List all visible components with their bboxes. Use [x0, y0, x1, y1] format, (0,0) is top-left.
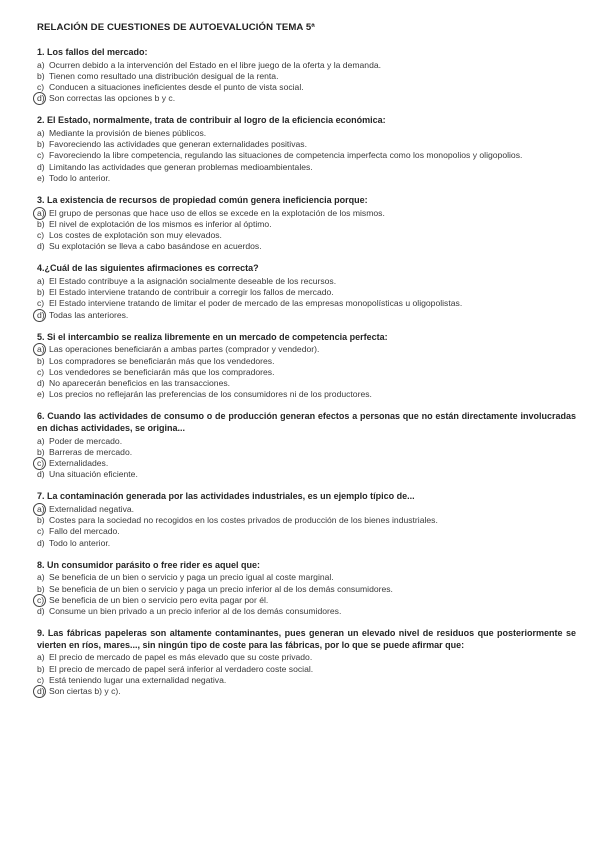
option-text: Poder de mercado.: [49, 435, 123, 446]
option-letter: b): [37, 355, 45, 366]
option-letter: a): [37, 128, 45, 138]
question-1: [37, 47, 576, 104]
question-2: [37, 115, 576, 184]
option-letter: b): [37, 70, 45, 81]
option-text: Ocurren debido a la intervención del Estado en el libre juego de la oferta y la demanda.: [49, 59, 382, 70]
answer-option-marked: [37, 310, 576, 321]
answer-option-marked: [37, 504, 576, 515]
option-text: El grupo de personas que hace uso de ellos se excede en la explotación de los mismos.: [49, 207, 385, 218]
question-text: 6. Cuando las actividades de consumo o de producción generan efectos a personas que no están directamente involucradas en dichas actividades, se origina...: [37, 411, 576, 434]
option-letter: c): [37, 458, 49, 469]
answer-option: [37, 378, 576, 389]
option-letter: b): [37, 287, 45, 298]
option-text: Favoreciendo las actividades que generan externalidades positivas.: [49, 139, 307, 150]
option-letter: a): [37, 572, 45, 583]
option-text: El Estado contribuye a la asignación socialmente deseable de los recursos.: [49, 276, 337, 287]
answer-option: [37, 230, 576, 241]
answer-option: [37, 447, 576, 458]
answer-option-marked: [37, 595, 576, 606]
option-text: Externalidades.: [49, 458, 109, 469]
question-9: [37, 628, 576, 697]
option-text: Todo lo anterior.: [49, 172, 111, 183]
option-letter: d): [37, 93, 49, 104]
answer-option: [37, 276, 576, 287]
question-text: 2. El Estado, normalmente, trata de contribuir al logro de la eficiencia económica:: [37, 115, 386, 126]
option-letter: c): [37, 230, 45, 241]
option-letter: c): [37, 298, 45, 309]
option-letter: d): [37, 686, 49, 697]
option-letter: c): [37, 526, 45, 537]
option-text: Los precios no reflejarán las preferencias de los consumidores ni de los productores.: [49, 389, 372, 400]
answer-option-marked: [37, 686, 576, 697]
option-text: Los costes de explotación son muy elevados.: [49, 230, 222, 241]
option-text: Externalidad negativa.: [49, 504, 135, 515]
option-letter: a): [37, 59, 45, 70]
question-7: [37, 491, 576, 548]
option-text: Costes para la sociedad no recogidos en los costes privados de producción de los bienes industriales.: [49, 515, 438, 526]
option-text: Barreras de mercado.: [49, 446, 133, 457]
option-letter: a): [37, 344, 49, 355]
question-text: 1. Los fallos del mercado:: [37, 47, 148, 57]
option-text: Las operaciones beneficiarán a ambas partes (comprador y vendedor).: [49, 344, 320, 355]
option-text: Su explotación se lleva a cabo basándose en acuerdos.: [49, 241, 262, 252]
option-text: Una situación eficiente.: [49, 469, 138, 480]
answer-option: [37, 389, 576, 400]
answer-option: [37, 298, 576, 309]
answer-option: [37, 606, 576, 617]
answer-option: [37, 356, 576, 367]
question-list: [37, 47, 576, 697]
option-letter: d): [37, 378, 45, 389]
option-text: Son ciertas b) y c).: [49, 686, 121, 697]
answer-option: [37, 128, 576, 139]
answer-option: [37, 82, 576, 93]
question-text: 7. La contaminación generada por las actividades industriales, es un ejemplo típico de...: [37, 491, 415, 502]
option-letter: b): [37, 583, 45, 594]
option-letter: a): [37, 652, 45, 663]
answer-option: [37, 60, 576, 71]
option-text: Todas las anteriores.: [49, 309, 129, 320]
answer-option: [37, 367, 576, 378]
option-text: Se beneficia de un bien o servicio y paga un precio igual al coste marginal.: [49, 572, 334, 583]
option-letter: c): [37, 595, 49, 606]
option-text: Conducen a situaciones ineficientes desde el punto de vista social.: [49, 82, 304, 92]
document-title: RELACIÓN DE CUESTIONES DE AUTOEVALUCIÓN TEMA 5ª: [37, 22, 315, 33]
option-text: El Estado interviene tratando de contribuir a corregir los fallos de mercado.: [49, 287, 334, 298]
answer-option: [37, 150, 576, 161]
option-letter: b): [37, 663, 45, 674]
option-text: Los vendedores se beneficiarán más que los compradores.: [49, 366, 275, 377]
option-text: El Estado interviene tratando de limitar el poder de mercado de las empresas monopolísticas u oligopolistas.: [49, 298, 463, 309]
question-text: 3. La existencia de recursos de propiedad común genera ineficiencia porque:: [37, 195, 368, 206]
option-letter: b): [37, 515, 45, 526]
option-letter: b): [37, 218, 45, 229]
answer-option: [37, 526, 576, 537]
answer-option: [37, 572, 576, 583]
question-text: 9. Las fábricas papeleras son altamente contaminantes, pues generan un elevado nivel de residuos que posteriormente se vierten en ríos, mares..., sin ningún tipo de coste para las fábricas, por lo que se puede afirmar que:: [37, 628, 576, 650]
option-letter: a): [37, 208, 49, 219]
option-letter: e): [37, 172, 45, 183]
option-text: El precio de mercado de papel será inferior al verdadero coste social.: [49, 663, 314, 674]
answer-option: [37, 515, 576, 526]
option-letter: d): [37, 310, 49, 321]
option-letter: c): [37, 82, 45, 92]
option-letter: c): [37, 150, 45, 161]
answer-option: [37, 241, 576, 252]
option-letter: d): [37, 606, 45, 617]
option-letter: d): [37, 161, 45, 172]
option-text: Los compradores se beneficiarán más que los vendedores.: [49, 355, 275, 366]
answer-option-marked: [37, 344, 576, 355]
question-8: [37, 560, 576, 617]
question-text: 5. Si el intercambio se realiza libremente en un mercado de competencia perfecta:: [37, 331, 388, 342]
option-letter: d): [37, 469, 45, 480]
option-text: Consume un bien privado a un precio inferior al de los demás consumidores.: [49, 606, 342, 617]
option-letter: d): [37, 241, 45, 252]
answer-option: [37, 538, 576, 549]
question-text: 8. Un consumidor parásito o free rider es aquel que:: [37, 559, 261, 570]
question-6: [37, 411, 576, 480]
option-letter: b): [37, 139, 45, 150]
option-text: Favoreciendo la libre competencia, regulando las situaciones de competencia imperfecta como los monopolios y oligopolios.: [49, 150, 523, 161]
answer-option: [37, 652, 576, 663]
question-text: 4.¿Cuál de las siguientes afirmaciones es correcta?: [37, 263, 259, 274]
answer-option: [37, 162, 576, 173]
option-text: Está teniendo lugar una externalidad negativa.: [49, 674, 227, 685]
option-text: El nivel de explotación de los mismos es inferior al óptimo.: [49, 218, 272, 229]
answer-option: [37, 675, 576, 686]
option-letter: c): [37, 366, 45, 377]
answer-option: [37, 436, 576, 447]
question-4: [37, 263, 576, 320]
answer-option: [37, 139, 576, 150]
question-3: [37, 195, 576, 252]
option-letter: e): [37, 389, 45, 400]
option-text: El precio de mercado de papel es más elevado que su coste privado.: [49, 652, 313, 663]
option-letter: a): [37, 276, 45, 287]
option-text: Tienen como resultado una distribución desigual de la renta.: [49, 70, 279, 81]
answer-option: [37, 584, 576, 595]
answer-option-marked: [37, 208, 576, 219]
question-5: [37, 332, 576, 401]
option-text: Limitando las actividades que generan problemas medioambientales.: [49, 161, 313, 172]
answer-option-marked: [37, 458, 576, 469]
answer-option-marked: [37, 93, 576, 104]
option-text: Mediante la provisión de bienes públicos.: [49, 128, 207, 138]
option-letter: d): [37, 537, 45, 548]
option-letter: c): [37, 674, 45, 685]
answer-option: [37, 287, 576, 298]
answer-option: [37, 219, 576, 230]
answer-option: [37, 664, 576, 675]
option-text: Se beneficia de un bien o servicio y paga un precio inferior al de los demás consumidores.: [49, 583, 393, 594]
option-text: Son correctas las opciones b y c.: [49, 93, 176, 104]
option-letter: a): [37, 435, 45, 446]
option-text: Se beneficia de un bien o servicio pero evita pagar por él.: [49, 594, 269, 605]
option-text: No aparecerán beneficios en las transacciones.: [49, 378, 231, 389]
answer-option: [37, 469, 576, 480]
option-text: Fallo del mercado.: [49, 526, 120, 537]
option-letter: a): [37, 504, 49, 515]
answer-option: [37, 173, 576, 184]
option-text: Todo lo anterior.: [49, 537, 111, 548]
option-letter: b): [37, 446, 45, 457]
answer-option: [37, 71, 576, 82]
